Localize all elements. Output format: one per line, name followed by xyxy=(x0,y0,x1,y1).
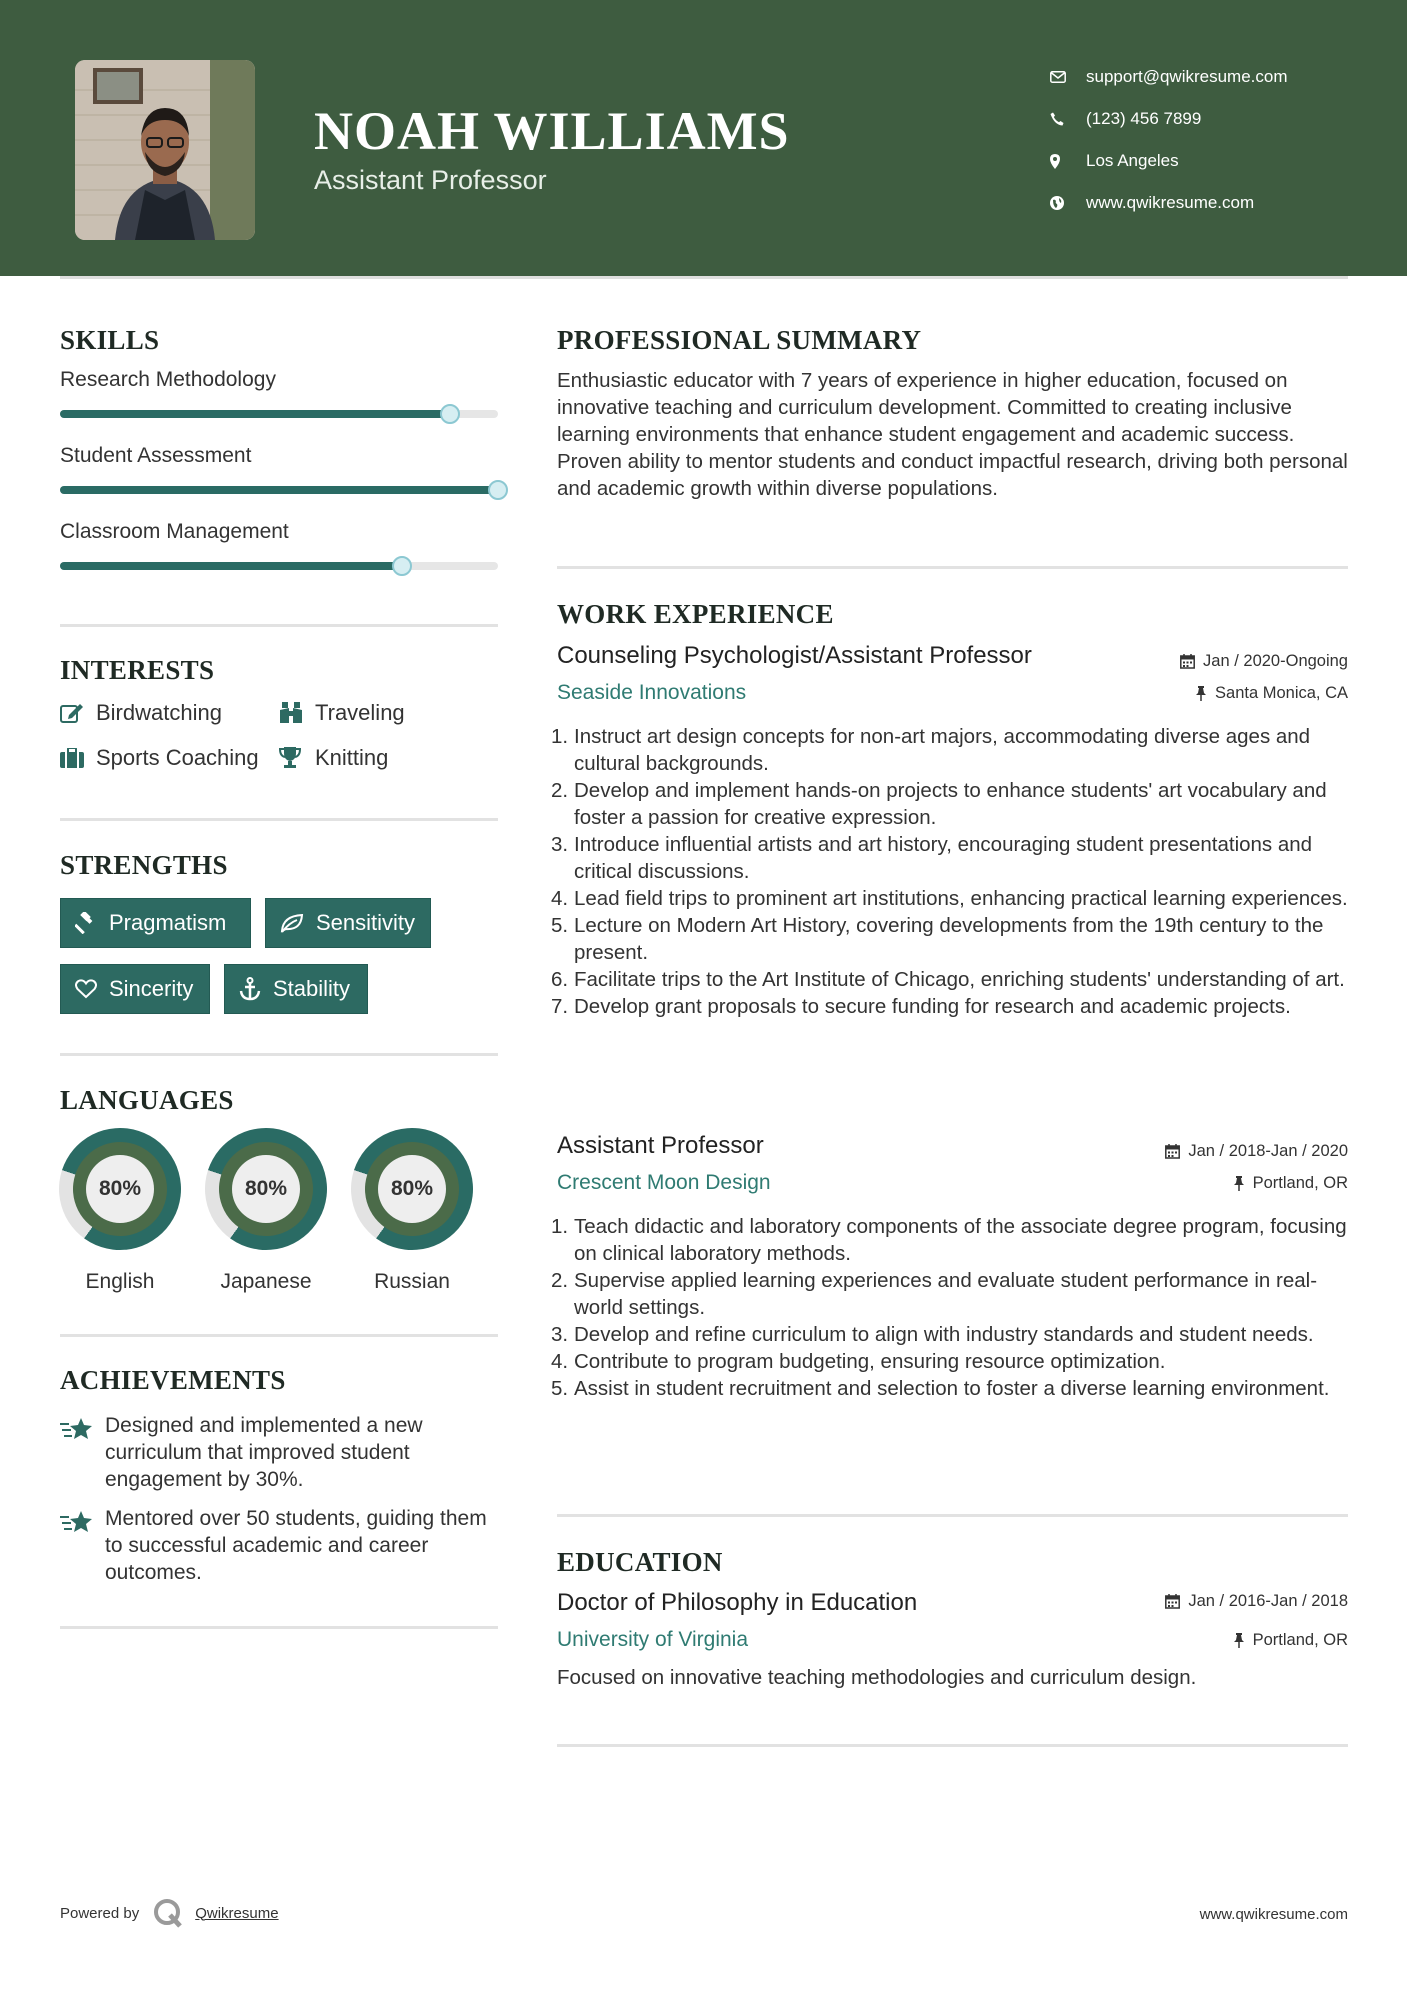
experience-heading: WORK EXPERIENCE xyxy=(557,599,834,629)
skill-label: Classroom Management xyxy=(60,520,289,543)
strength-label: Stability xyxy=(273,976,351,1001)
job-bullet: 6. Facilitate trips to the Art Institute of Chicago, enriching students' understanding of art. xyxy=(551,968,1345,991)
footer-url[interactable]: www.qwikresume.com xyxy=(1199,1906,1348,1923)
job-dates xyxy=(1180,652,1348,671)
header xyxy=(0,0,1407,276)
job-dates-text: Jan / 2020-Ongoing xyxy=(1203,652,1348,670)
achievements-heading: ACHIEVEMENTS xyxy=(60,1365,286,1395)
powered-by-text: Powered by xyxy=(60,1904,140,1922)
skill-bar-fill xyxy=(60,410,450,418)
strength-chip xyxy=(265,898,431,948)
language-percent: 80% xyxy=(86,1155,154,1223)
job-location-text: Portland, OR xyxy=(1252,1174,1348,1192)
skill-label: Student Assessment xyxy=(60,444,252,467)
interest-label: Knitting xyxy=(315,745,389,770)
section-divider xyxy=(60,1053,498,1056)
education-school: University of Virginia xyxy=(557,1628,749,1651)
job-bullet: 2. Supervise applied learning experiences and evaluate student performance in real-world settings. xyxy=(551,1269,1318,1319)
strength-label: Sensitivity xyxy=(316,910,416,935)
strengths-heading: STRENGTHS xyxy=(60,850,228,880)
job-bullet: 2. Develop and implement hands-on projects to enhance students' art vocabulary and foster a passion for creative expression. xyxy=(551,779,1327,829)
calendar-icon xyxy=(1165,1594,1180,1609)
interest-label: Traveling xyxy=(315,700,405,725)
language-name: Russian xyxy=(374,1270,450,1293)
language-ring xyxy=(189,1112,343,1266)
contact-location-text: Los Angeles xyxy=(1086,151,1179,170)
pushpin-icon xyxy=(1233,1633,1245,1648)
skill-bar-knob xyxy=(392,556,412,576)
interests-heading: INTERESTS xyxy=(60,655,215,685)
achievement-item xyxy=(60,1505,500,1586)
shooting-star-icon xyxy=(60,1412,105,1493)
calendar-icon xyxy=(1180,654,1195,669)
job-bullet: 7. Develop grant proposals to secure funding for research and academic projects. xyxy=(551,995,1291,1018)
job-bullet: 4. Contribute to program budgeting, ensuring resource optimization. xyxy=(551,1350,1166,1373)
contact-phone[interactable] xyxy=(1050,98,1288,140)
skill-bar xyxy=(60,486,498,494)
gavel-icon xyxy=(75,912,97,934)
achievement-text: Mentored over 50 students, guiding them to successful academic and career outcomes. xyxy=(105,1507,487,1584)
language-item xyxy=(351,1128,473,1294)
strength-chip xyxy=(60,898,251,948)
job-bullets xyxy=(551,1213,1348,1402)
education-heading: EDUCATION xyxy=(557,1547,723,1577)
leaf-icon xyxy=(280,913,304,933)
job-company: Seaside Innovations xyxy=(557,681,747,704)
left-column xyxy=(60,320,498,1650)
job-title: Assistant Professor xyxy=(557,1132,764,1159)
envelope-icon xyxy=(1050,71,1086,83)
skill-bar xyxy=(60,562,498,570)
interest-item xyxy=(60,745,259,771)
edit-icon xyxy=(60,703,96,723)
heart-icon xyxy=(75,979,97,999)
section-divider xyxy=(60,818,498,821)
footer-powered-by xyxy=(60,1898,279,1928)
language-ring xyxy=(335,1112,489,1266)
job-bullet: 1. Teach didactic and laboratory components of the associate degree program, focusing on clinical laboratory methods. xyxy=(551,1215,1347,1265)
skill-item xyxy=(60,520,498,570)
pushpin-icon xyxy=(1195,686,1207,701)
calendar-icon xyxy=(1165,1144,1180,1159)
candidate-title: Assistant Professor xyxy=(314,165,547,195)
language-ring xyxy=(43,1112,197,1266)
summary-text: Enthusiastic educator with 7 years of experience in higher education, focused on innovative teaching and curriculum development. Committed to creating inclusive learning environments that enhance student engagement and academic success. Proven ability to mentor students and conduct impactful research, driving both personal and academic growth within diverse populations. xyxy=(557,369,1348,500)
skill-label: Research Methodology xyxy=(60,368,276,391)
strength-label: Sincerity xyxy=(109,976,194,1001)
language-percent: 80% xyxy=(378,1155,446,1223)
skill-item xyxy=(60,368,498,418)
job-bullet: 1. Instruct art design concepts for non-art majors, accommodating diverse ages and cultural backgrounds. xyxy=(551,725,1311,775)
language-percent: 80% xyxy=(232,1155,300,1223)
map-marker-icon xyxy=(1050,154,1086,169)
skill-bar-fill xyxy=(60,486,498,494)
language-name: English xyxy=(85,1270,155,1293)
job-location xyxy=(1195,684,1348,703)
section-divider xyxy=(557,1744,1348,1747)
job-bullet: 3. Introduce influential artists and art history, encouraging student presentations and critical discussions. xyxy=(551,833,1313,883)
section-divider xyxy=(60,624,498,627)
languages-heading: LANGUAGES xyxy=(60,1085,234,1115)
contact-website[interactable] xyxy=(1050,182,1288,224)
interest-item xyxy=(60,700,222,726)
achievement-text: Designed and implemented a new curriculum that improved student engagement by 30%. xyxy=(105,1414,423,1491)
education-dates xyxy=(1165,1592,1348,1611)
skill-bar-fill xyxy=(60,562,402,570)
skill-bar-knob xyxy=(488,480,508,500)
interest-item xyxy=(279,745,388,771)
qwikresume-logo-icon xyxy=(153,1898,183,1928)
contact-email-text: support@qwikresume.com xyxy=(1086,67,1288,86)
candidate-name: NOAH WILLIAMS xyxy=(314,101,790,161)
job-bullet: 3. Develop and refine curriculum to align with industry standards and student needs. xyxy=(551,1323,1314,1346)
skill-bar xyxy=(60,410,498,418)
globe-icon xyxy=(1050,196,1086,210)
strength-chip xyxy=(60,964,210,1014)
education-dates-text: Jan / 2016-Jan / 2018 xyxy=(1188,1592,1348,1610)
language-name: Japanese xyxy=(220,1270,312,1293)
job-location-text: Santa Monica, CA xyxy=(1215,684,1348,702)
education-degree: Doctor of Philosophy in Education xyxy=(557,1589,918,1616)
qwikresume-link[interactable]: Qwikresume xyxy=(195,1904,279,1922)
job-dates-text: Jan / 2018-Jan / 2020 xyxy=(1188,1142,1348,1160)
contact-location xyxy=(1050,140,1288,182)
skill-item xyxy=(60,444,498,494)
pushpin-icon xyxy=(1233,1176,1245,1191)
summary-heading: PROFESSIONAL SUMMARY xyxy=(557,325,922,355)
anchor-icon xyxy=(239,977,261,1001)
language-item xyxy=(59,1128,181,1294)
profile-photo xyxy=(75,60,255,240)
contact-email[interactable] xyxy=(1050,56,1288,98)
job-bullet: 5. Assist in student recruitment and selection to foster a diverse learning environment. xyxy=(551,1377,1330,1400)
contact-phone-text: (123) 456 7899 xyxy=(1086,109,1202,128)
skill-bar-knob xyxy=(440,404,460,424)
achievement-item xyxy=(60,1412,500,1493)
skills-heading: SKILLS xyxy=(60,325,160,355)
education-location-text: Portland, OR xyxy=(1252,1631,1348,1649)
strength-label: Pragmatism xyxy=(109,910,227,935)
interest-label: Birdwatching xyxy=(96,700,222,725)
job-location xyxy=(1233,1174,1348,1193)
right-column xyxy=(551,320,1348,1750)
strength-chip xyxy=(224,964,368,1014)
job-title: Counseling Psychologist/Assistant Professor xyxy=(557,642,1032,669)
section-divider xyxy=(60,1626,498,1629)
section-divider xyxy=(557,1514,1348,1517)
trophy-icon xyxy=(279,747,315,769)
contact-list xyxy=(1050,56,1288,224)
education-description: Focused on innovative teaching methodologies and curriculum design. xyxy=(557,1666,1197,1689)
job-company: Crescent Moon Design xyxy=(557,1171,771,1194)
job-bullet: 5. Lecture on Modern Art History, covering developments from the 19th century to the present. xyxy=(551,914,1324,964)
header-divider xyxy=(60,276,1348,279)
job-dates xyxy=(1165,1142,1348,1161)
language-item xyxy=(205,1128,327,1294)
shooting-star-icon xyxy=(60,1505,105,1586)
job-bullets xyxy=(551,723,1348,1020)
section-divider xyxy=(60,1334,498,1337)
education-location xyxy=(1233,1631,1348,1650)
interest-label: Sports Coaching xyxy=(96,745,259,770)
job-bullet: 4. Lead field trips to prominent art institutions, enhancing practical learning experiences. xyxy=(551,887,1348,910)
interest-item xyxy=(279,700,405,726)
phone-icon xyxy=(1050,112,1086,126)
contact-website-text: www.qwikresume.com xyxy=(1086,193,1255,212)
binoculars-icon xyxy=(279,702,315,724)
section-divider xyxy=(557,566,1348,569)
briefcase-icon xyxy=(60,748,96,768)
